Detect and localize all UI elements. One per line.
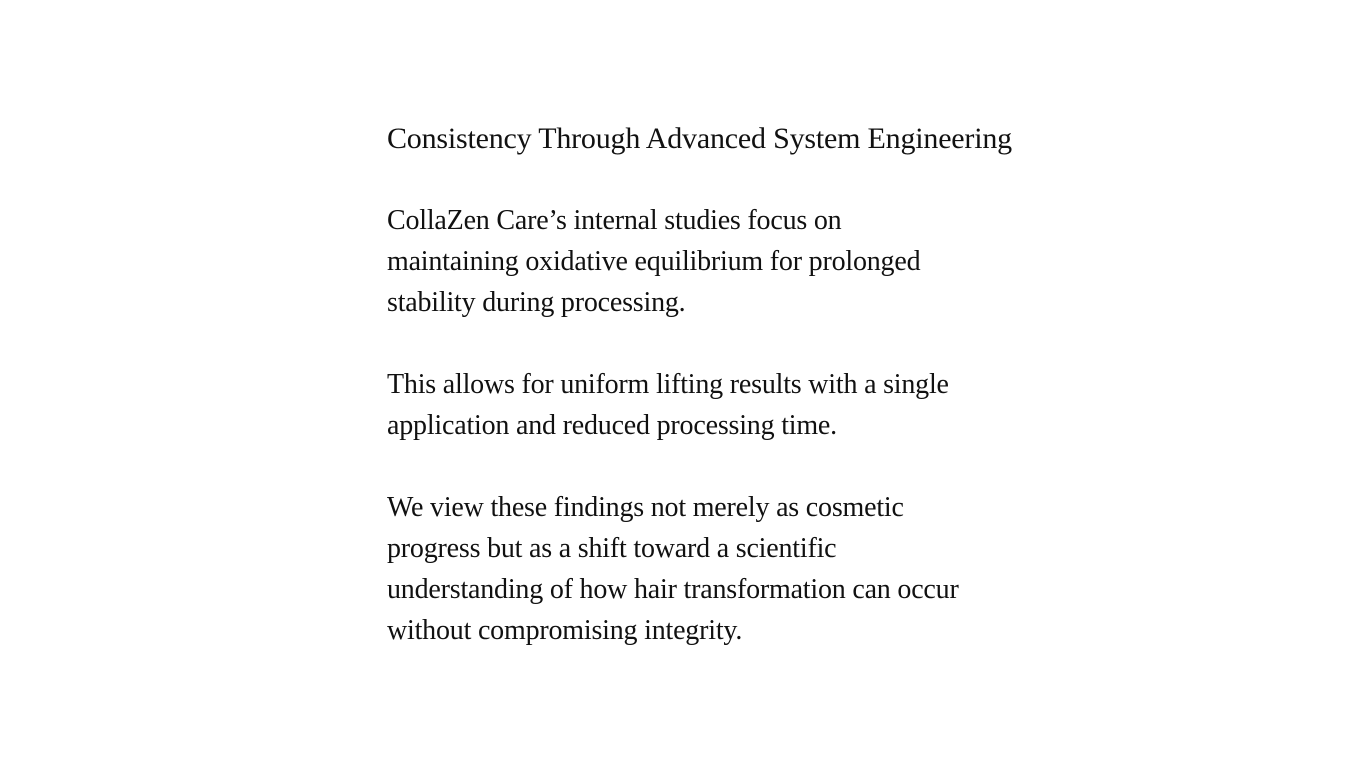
paragraph-research-focus <box>387 200 987 323</box>
article-content <box>387 118 1012 651</box>
paragraph-line: progress but as a shift toward a scientific <box>387 533 837 564</box>
paragraph-line: without compromising integrity. <box>387 615 743 646</box>
paragraph-line: understanding of how hair transformation can occur <box>387 574 959 605</box>
paragraph-results <box>387 364 987 446</box>
paragraph-line: stability during processing. <box>387 287 686 318</box>
section-heading: Consistency Through Advanced System Engineering <box>387 122 1012 155</box>
paragraph-line: This allows for uniform lifting results with a single <box>387 369 949 400</box>
paragraph-line: maintaining oxidative equilibrium for prolonged <box>387 246 921 277</box>
paragraph-line: We view these findings not merely as cosmetic <box>387 492 904 523</box>
paragraph-line: CollaZen Care’s internal studies focus on <box>387 205 842 236</box>
paragraph-line: application and reduced processing time. <box>387 410 837 441</box>
paragraph-findings <box>387 487 987 651</box>
